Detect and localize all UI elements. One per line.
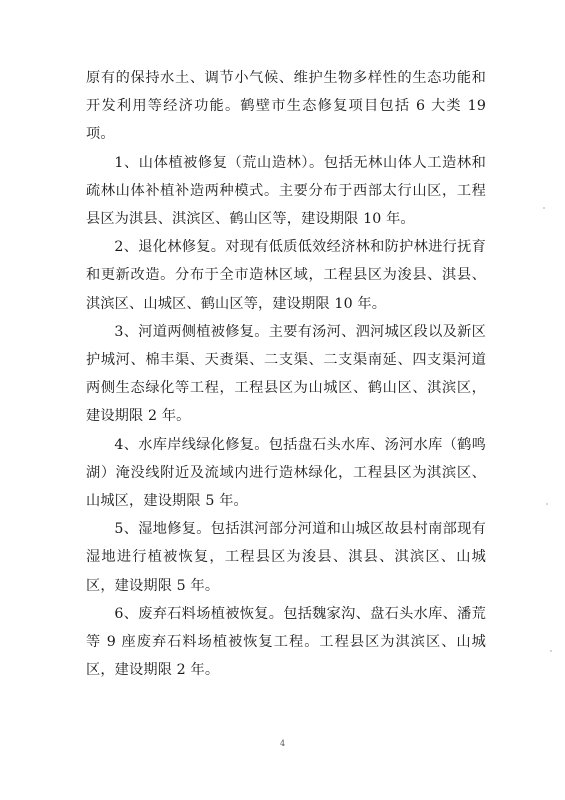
document-body [86, 64, 486, 684]
paragraph-item-4-reservoir-shoreline: 4、水库岸线绿化修复。包括盘石头水库、汤河水库（鹤鸣湖）淹没线附近及流域内进行造林绿化，工程县区为淇滨区、山城区，建设期限 5 年。 [86, 436, 486, 510]
page-number: 4 [279, 739, 286, 748]
scan-speck [546, 503, 548, 505]
paragraph-item-1-mountain-vegetation: 1、山体植被修复（荒山造林）。包括无林山体人工造林和疏林山体补植补造两种模式。主要分布于西部太行山区，工程县区为淇县、淇滨区、鹤山区等，建设期限 10 年。 [86, 154, 486, 228]
paragraph-intro-continuation: 原有的保持水土、调节小气候、维护生物多样性的生态功能和开发利用等经济功能。鹤壁市生态修复项目包括 6 大类 19 项。 [86, 70, 486, 143]
paragraph-item-6-quarry-restoration: 6、废弃石料场植被恢复。包括魏家沟、盘石头水库、潘荒等 9 座废弃石料场植被恢复工程。工程县区为淇滨区、山城区，建设期限 2 年。 [86, 605, 486, 679]
paragraph-item-5-wetland: 5、湿地修复。包括淇河部分河道和山城区故县村南部现有湿地进行植被恢复，工程县区为浚县、淇县、淇滨区、山城区，建设期限 5 年。 [86, 521, 486, 594]
scan-speck [550, 650, 552, 652]
paragraph-item-2-degraded-forest: 2、退化林修复。对现有低质低效经济林和防护林进行抚育和更新改造。分布于全市造林区域，工程县区为浚县、淇县、淇滨区、山城区、鹤山区等，建设期限 10 年。 [86, 239, 486, 312]
scan-speck [543, 207, 545, 209]
paragraph-item-3-riverside-vegetation: 3、河道两侧植被修复。主要有汤河、泗河城区段以及新区护城河、棉丰渠、天赉渠、二支渠、二支渠南延、四支渠河道两侧生态绿化等工程，工程县区为山城区、鹤山区、淇滨区，建设期限 2 年。 [86, 323, 486, 425]
